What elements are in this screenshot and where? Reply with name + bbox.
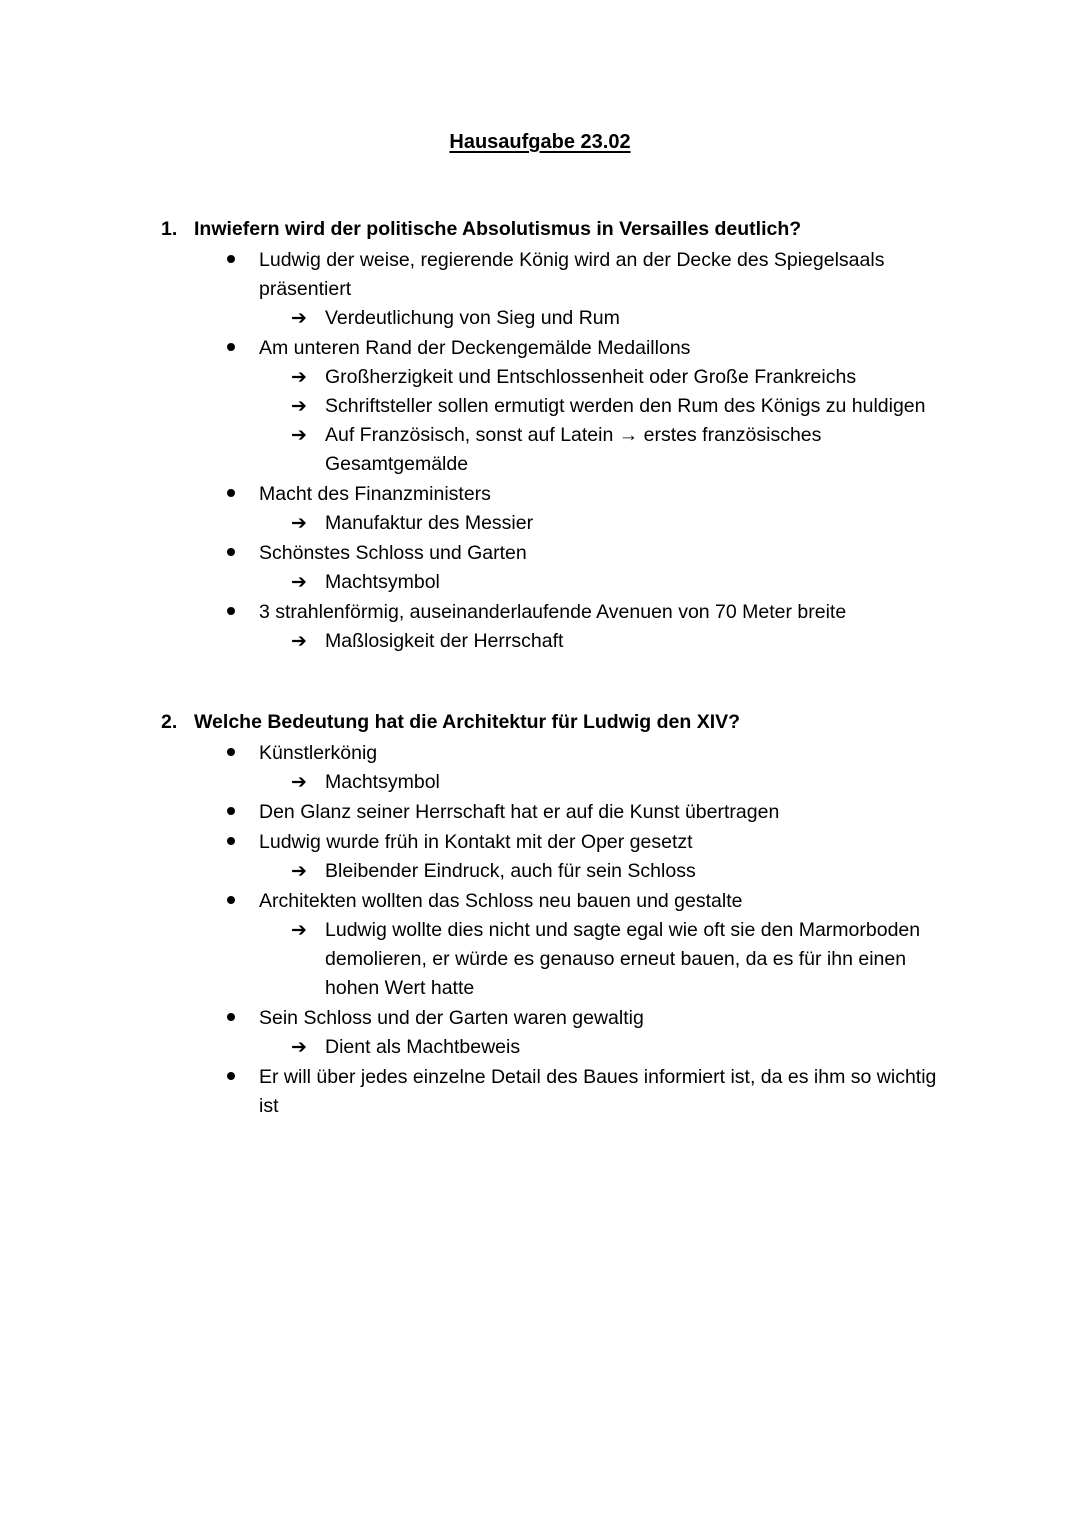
arrow-right-icon: ➔	[291, 512, 307, 534]
arrow-text: Großherzigkeit und Entschlossenheit oder Große Frankreichs	[325, 366, 857, 388]
arrow-text: Verdeutlichung von Sieg und Rum	[325, 307, 620, 329]
bullet-icon	[227, 489, 235, 497]
bullet-icon	[227, 896, 235, 904]
arrow-right-icon: ➔	[291, 395, 307, 417]
arrow-list	[0, 304, 1080, 333]
bullet-text: Ludwig der weise, regierende König wird an der Decke des Spiegelsaals präsentiert	[259, 249, 885, 300]
arrow-item	[0, 363, 1080, 392]
bullet-text: Schönstes Schloss und Garten	[259, 542, 527, 564]
bullet-item	[0, 887, 1080, 1003]
bullet-text: Am unteren Rand der Deckengemälde Medaillons	[259, 337, 691, 359]
arrow-text: Machtsymbol	[325, 571, 440, 593]
bullet-item	[0, 334, 1080, 479]
arrow-right-icon: ➔	[291, 307, 307, 329]
bullet-list	[0, 246, 1080, 656]
bullet-text: 3 strahlenförmig, auseinanderlaufende Avenuen von 70 Meter breite	[259, 601, 847, 623]
bullet-text: Den Glanz seiner Herrschaft hat er auf die Kunst übertragen	[259, 801, 780, 823]
arrow-text: Schriftsteller sollen ermutigt werden den Rum des Königs zu huldigen	[325, 395, 926, 417]
arrow-item	[0, 421, 1080, 479]
bullet-text: Macht des Finanzministers	[259, 483, 491, 505]
question-heading	[0, 709, 1080, 738]
bullet-icon	[227, 837, 235, 845]
arrow-right-icon: ➔	[291, 771, 307, 793]
bullet-icon	[227, 548, 235, 556]
bullet-text: Sein Schloss und der Garten waren gewaltig	[259, 1007, 644, 1029]
question-heading	[0, 216, 1080, 245]
bullet-text: Er will über jedes einzelne Detail des Baues informiert ist, da es ihm so wichtig ist	[259, 1066, 937, 1117]
arrow-item	[0, 509, 1080, 538]
bullet-icon	[227, 607, 235, 615]
question-1	[0, 216, 1080, 656]
arrow-text: Dient als Machtbeweis	[325, 1036, 521, 1058]
arrow-text: Maßlosigkeit der Herrschaft	[325, 630, 564, 652]
arrow-right-icon: ➔	[291, 424, 307, 446]
arrow-list	[0, 363, 1080, 479]
bullet-item	[0, 1004, 1080, 1062]
arrow-list	[0, 509, 1080, 538]
arrow-text: Manufaktur des Messier	[325, 512, 534, 534]
arrow-right-icon: ➔	[291, 860, 307, 882]
arrow-item	[0, 627, 1080, 656]
arrow-text: Machtsymbol	[325, 771, 440, 793]
bullet-item	[0, 539, 1080, 597]
arrow-right-icon: ➔	[291, 1036, 307, 1058]
bullet-item	[0, 598, 1080, 656]
question-2	[0, 709, 1080, 1121]
arrow-list	[0, 627, 1080, 656]
bullet-icon	[227, 255, 235, 263]
bullet-item	[0, 798, 1080, 827]
arrow-item	[0, 304, 1080, 333]
bullet-text: Künstlerkönig	[259, 742, 378, 764]
bullet-item	[0, 246, 1080, 333]
arrow-right-icon: ➔	[291, 630, 307, 652]
bullet-list	[0, 739, 1080, 1121]
arrow-list	[0, 1033, 1080, 1062]
arrow-item	[0, 1033, 1080, 1062]
bullet-item	[0, 739, 1080, 797]
arrow-item	[0, 916, 1080, 1003]
bullet-item	[0, 828, 1080, 886]
bullet-icon	[227, 1013, 235, 1021]
arrow-text: Auf Französisch, sonst auf Latein → erstes französisches Gesamtgemälde	[325, 424, 822, 475]
arrow-item	[0, 857, 1080, 886]
arrow-item	[0, 768, 1080, 797]
arrow-item	[0, 392, 1080, 421]
bullet-item	[0, 480, 1080, 538]
arrow-list	[0, 768, 1080, 797]
question-number: 2.	[161, 711, 178, 733]
bullet-icon	[227, 748, 235, 756]
bullet-text: Architekten wollten das Schloss neu bauen und gestalte	[259, 890, 743, 912]
arrow-right-icon: ➔	[291, 366, 307, 388]
arrow-text: Ludwig wollte dies nicht und sagte egal wie oft sie den Marmorboden demolieren, er würde es genauso erneut bauen, da es für ihn einen hohen Wert hatte	[325, 919, 921, 999]
bullet-item	[0, 1063, 1080, 1121]
bullet-icon	[227, 1072, 235, 1080]
arrow-item	[0, 568, 1080, 597]
document-title: Hausaufgabe 23.02	[449, 131, 631, 153]
bullet-icon	[227, 343, 235, 351]
arrow-right-icon: ➔	[291, 919, 307, 941]
bullet-icon	[227, 807, 235, 815]
arrow-list	[0, 568, 1080, 597]
bullet-text: Ludwig wurde früh in Kontakt mit der Oper gesetzt	[259, 831, 693, 853]
arrow-right-icon: ➔	[291, 571, 307, 593]
arrow-text: Bleibender Eindruck, auch für sein Schloss	[325, 860, 696, 882]
question-text: Welche Bedeutung hat die Architektur für Ludwig den XIV?	[194, 711, 741, 733]
question-text: Inwiefern wird der politische Absolutismus in Versailles deutlich?	[194, 218, 802, 240]
arrow-list	[0, 916, 1080, 1003]
arrow-list	[0, 857, 1080, 886]
question-number: 1.	[161, 218, 178, 240]
